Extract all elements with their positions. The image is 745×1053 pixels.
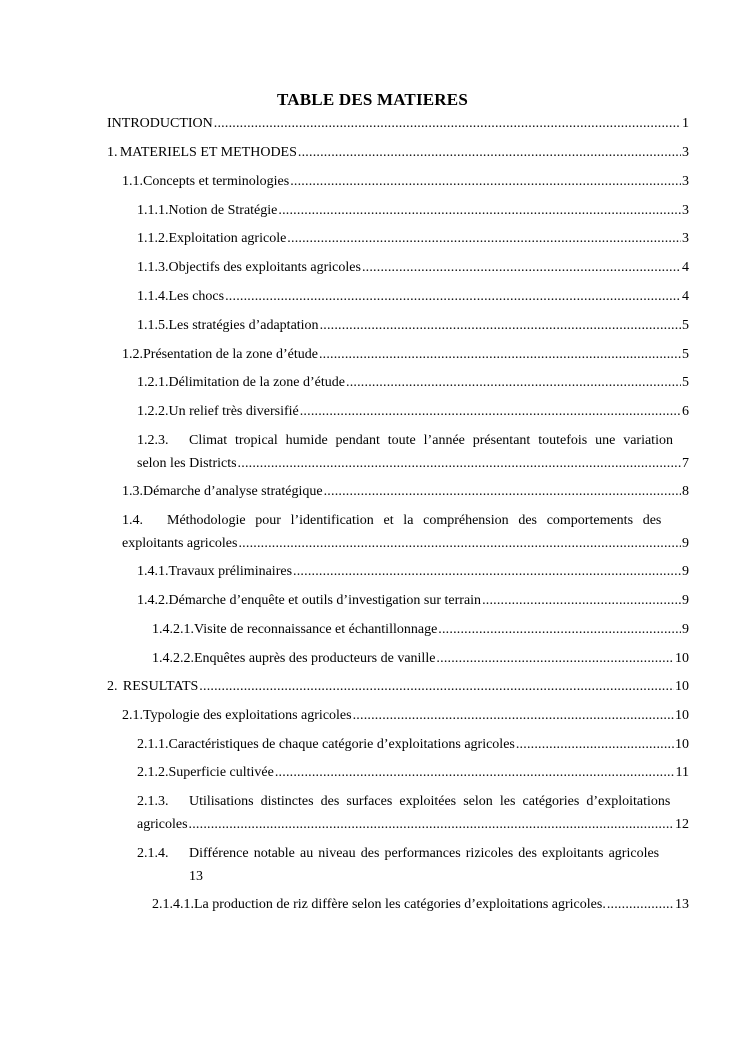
toc-label: RESULTATS bbox=[122, 679, 199, 694]
toc-number: 1.2.3. bbox=[137, 433, 169, 448]
toc-label: INTRODUCTION bbox=[107, 116, 213, 131]
toc-number: 2.1. bbox=[122, 708, 143, 723]
toc-label: Démarche d’enquête et outils d’investigation sur terrain bbox=[168, 593, 482, 608]
toc-entry-1-2[interactable] bbox=[122, 345, 689, 365]
dot-leader bbox=[290, 172, 681, 192]
toc-entry-2-1[interactable] bbox=[122, 706, 689, 726]
toc-label: Objectifs des exploitants agricoles bbox=[168, 260, 361, 275]
toc-page-number: 9 bbox=[682, 593, 689, 608]
toc-number: 1.1. bbox=[122, 174, 143, 189]
toc-entry-2-1-4-1[interactable] bbox=[152, 895, 689, 915]
dot-leader bbox=[199, 677, 674, 697]
dot-leader bbox=[278, 201, 681, 221]
toc-number: 1.4.2.2. bbox=[152, 651, 194, 666]
dot-leader bbox=[214, 114, 681, 134]
toc-second-line bbox=[122, 532, 689, 555]
dot-leader bbox=[516, 735, 674, 755]
dot-leader bbox=[238, 454, 681, 474]
toc-number: 1.1.3. bbox=[137, 260, 169, 275]
toc-entry-1-1-3[interactable] bbox=[137, 258, 689, 278]
toc-entry-1-1-5[interactable] bbox=[137, 316, 689, 336]
dot-leader bbox=[438, 620, 681, 640]
dot-leader bbox=[362, 258, 681, 278]
toc-page-number: 6 bbox=[682, 404, 689, 419]
toc-number: 1. bbox=[107, 145, 118, 160]
dot-leader bbox=[436, 649, 674, 669]
toc-page-number: 5 bbox=[682, 347, 689, 362]
dot-leader bbox=[225, 287, 681, 307]
toc-entry-2[interactable] bbox=[107, 677, 689, 697]
toc-first-line bbox=[122, 509, 689, 532]
toc-number: 1.2. bbox=[122, 347, 143, 362]
toc-entry-1-1-1[interactable] bbox=[137, 201, 689, 221]
toc-label: Un relief très diversifié bbox=[168, 404, 299, 419]
toc-entry-1-3[interactable] bbox=[122, 482, 689, 502]
toc-number: 2.1.4. bbox=[137, 846, 169, 861]
toc-label: Les chocs bbox=[168, 289, 225, 304]
toc-entry-1-1-4[interactable] bbox=[137, 287, 689, 307]
toc-entry-1-4-2[interactable] bbox=[137, 591, 689, 611]
toc-page-number: 13 bbox=[189, 869, 203, 884]
toc-first-line bbox=[137, 790, 689, 813]
toc-number: 1.4.2.1. bbox=[152, 622, 194, 637]
toc-label: Concepts et terminologies bbox=[143, 174, 290, 189]
toc-page-number: 1 bbox=[682, 116, 689, 131]
toc-number: 1.4.2. bbox=[137, 593, 169, 608]
toc-label: Méthodologie pour l’identification et la compréhension des comportements des bbox=[167, 513, 662, 528]
toc-number: 1.4. bbox=[122, 513, 143, 528]
toc-label: Travaux préliminaires bbox=[168, 564, 293, 579]
toc-label: Caractéristiques de chaque catégorie d’exploitations agricoles bbox=[168, 737, 515, 752]
toc-page-number: 9 bbox=[682, 564, 689, 579]
toc-entry-1-2-2[interactable] bbox=[137, 402, 689, 422]
toc-label: Visite de reconnaissance et échantillonnage bbox=[194, 622, 438, 637]
toc-label: Démarche d’analyse stratégique bbox=[143, 484, 323, 499]
toc-entry-1-1-2[interactable] bbox=[137, 229, 689, 249]
toc-entry-1-1[interactable] bbox=[122, 172, 689, 192]
toc-page-number: 11 bbox=[675, 765, 689, 780]
toc-label: Exploitation agricole bbox=[168, 231, 287, 246]
toc-entry-1[interactable] bbox=[107, 143, 689, 163]
toc-page-number: 9 bbox=[682, 622, 689, 637]
toc-label: La production de riz diffère selon les catégories d’exploitations agricoles. bbox=[194, 897, 606, 912]
toc-label: Présentation de la zone d’étude bbox=[143, 347, 318, 362]
toc-label: Typologie des exploitations agricoles bbox=[143, 708, 352, 723]
dot-leader bbox=[275, 763, 675, 783]
toc-entry-2-1-4[interactable] bbox=[137, 842, 689, 888]
toc-page-number: 3 bbox=[682, 203, 689, 218]
toc-number: 1.2.1. bbox=[137, 375, 169, 390]
dot-leader bbox=[607, 895, 674, 915]
toc-number: 2.1.1. bbox=[137, 737, 169, 752]
toc-page-number: 5 bbox=[682, 375, 689, 390]
toc-page-number: 4 bbox=[682, 289, 689, 304]
page-title: TABLE DES MATIERES bbox=[277, 90, 468, 109]
toc-number: 1.1.2. bbox=[137, 231, 169, 246]
toc-page-number: 10 bbox=[675, 679, 689, 694]
dot-leader bbox=[300, 402, 681, 422]
toc-page-number: 5 bbox=[682, 318, 689, 333]
toc-page-number: 12 bbox=[675, 817, 689, 832]
toc-label: Différence notable au niveau des performances rizicoles des exploitants agricoles bbox=[189, 846, 660, 861]
toc-number: 1.1.5. bbox=[137, 318, 169, 333]
toc-number: 1.1.1. bbox=[137, 203, 169, 218]
toc-number: 1.4.1. bbox=[137, 564, 169, 579]
toc-label: Climat tropical humide pendant toute l’année présentant toutefois une variation bbox=[189, 433, 673, 448]
toc-entry-introduction[interactable] bbox=[107, 114, 689, 134]
toc-page-number: 10 bbox=[675, 737, 689, 752]
dot-leader bbox=[189, 815, 674, 835]
dot-leader bbox=[324, 482, 681, 502]
toc-second-line bbox=[137, 452, 689, 475]
toc-entry-1-2-1[interactable] bbox=[137, 373, 689, 393]
toc-label-continued: agricoles bbox=[137, 817, 188, 832]
toc-entry-1-4-2-1[interactable] bbox=[152, 620, 689, 640]
toc-page-number: 3 bbox=[682, 145, 689, 160]
toc-first-line bbox=[137, 842, 689, 865]
toc-page-number: 8 bbox=[682, 484, 689, 499]
toc-page-number: 3 bbox=[682, 174, 689, 189]
dot-leader bbox=[287, 229, 681, 249]
toc-page-number: 9 bbox=[682, 536, 689, 551]
toc-label: Superficie cultivée bbox=[168, 765, 274, 780]
dot-leader bbox=[293, 562, 681, 582]
dot-leader bbox=[482, 591, 681, 611]
dot-leader bbox=[320, 316, 681, 336]
dot-leader bbox=[319, 345, 681, 365]
toc-number: 1.3. bbox=[122, 484, 143, 499]
toc-number: 2.1.4.1. bbox=[152, 897, 194, 912]
toc-entry-1-4-1[interactable] bbox=[137, 562, 689, 582]
toc-number: 2. bbox=[107, 679, 118, 694]
toc-label-continued: exploitants agricoles bbox=[122, 536, 238, 551]
toc-label-continued: selon les Districts bbox=[137, 456, 237, 471]
toc-number: 2.1.3. bbox=[137, 794, 169, 809]
toc-page-number: 7 bbox=[682, 456, 689, 471]
toc-entry-1-4-2-2[interactable] bbox=[152, 649, 689, 669]
dot-leader bbox=[346, 373, 681, 393]
toc-first-line bbox=[137, 429, 689, 452]
toc-entry-2-1-1[interactable] bbox=[137, 735, 689, 755]
toc-label: Utilisations distinctes des surfaces exploitées selon les catégories d’exploitations bbox=[189, 794, 671, 809]
toc-number: 2.1.2. bbox=[137, 765, 169, 780]
toc-label: Notion de Stratégie bbox=[168, 203, 278, 218]
toc-second-line bbox=[137, 813, 689, 836]
dot-leader bbox=[353, 706, 674, 726]
toc-label: Les stratégies d’adaptation bbox=[168, 318, 319, 333]
toc-page-number: 13 bbox=[675, 897, 689, 912]
toc-label: MATERIELS ET METHODES bbox=[119, 145, 297, 160]
dot-leader bbox=[298, 143, 681, 163]
toc-page-number: 10 bbox=[675, 651, 689, 666]
toc-entry-2-1-2[interactable] bbox=[137, 763, 689, 783]
toc-entry-2-1-3[interactable] bbox=[137, 790, 689, 836]
dot-leader bbox=[238, 534, 681, 554]
toc-page-number: 10 bbox=[675, 708, 689, 723]
toc-entry-1-4[interactable] bbox=[122, 509, 689, 555]
toc-page-number: 4 bbox=[682, 260, 689, 275]
toc-label: Enquêtes auprès des producteurs de vanille bbox=[194, 651, 436, 666]
toc-page-number: 3 bbox=[682, 231, 689, 246]
toc-number: 1.2.2. bbox=[137, 404, 169, 419]
toc-label: Délimitation de la zone d’étude bbox=[168, 375, 345, 390]
toc-second-line bbox=[137, 865, 689, 888]
toc-number: 1.1.4. bbox=[137, 289, 169, 304]
toc-entry-1-2-3[interactable] bbox=[137, 429, 689, 475]
